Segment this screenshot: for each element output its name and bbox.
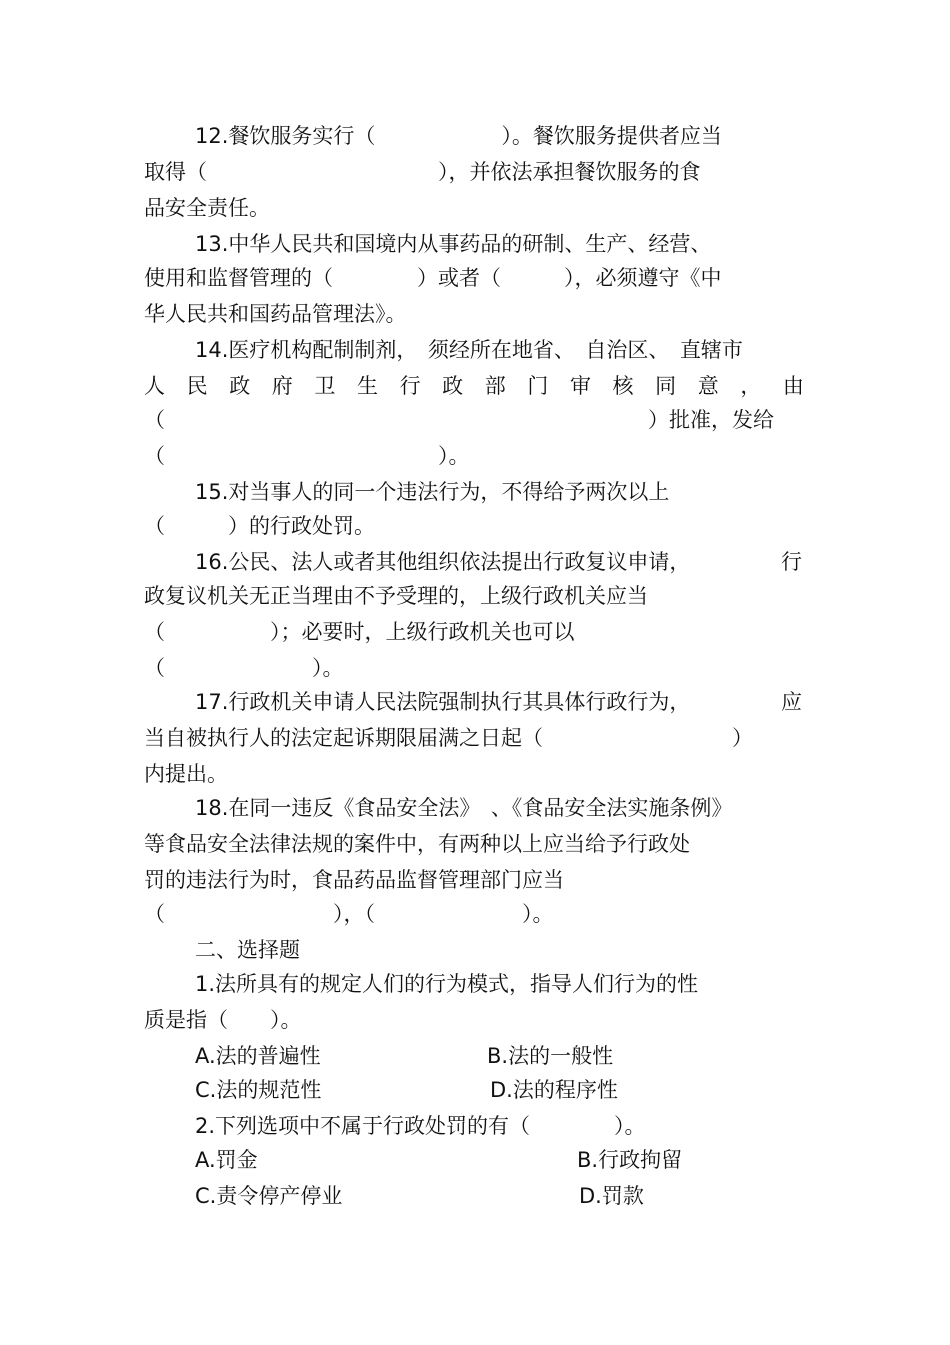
q14-line-2-char: 部 — [484, 374, 506, 398]
q17-line-3: 内提出。 — [144, 762, 228, 786]
q18-line-4: （ ），（ ）。 — [144, 902, 554, 926]
q13-line-1: 13.中华人民共和国境内从事药品的研制、生产、经营、 — [195, 232, 712, 256]
q14-line-2-char: 行 — [399, 374, 421, 398]
q14-line-3: （ ）批准，发给 — [144, 408, 774, 432]
c2-option-c: C.责令停产停业 — [195, 1184, 343, 1208]
c2-line-1: 2.下列选项中不属于行政处罚的有（ ）。 — [195, 1114, 646, 1138]
q14-line-2-char: 由 — [782, 374, 804, 398]
q16-line-3: （ ）；必要时，上级行政机关也可以 — [144, 620, 575, 644]
q16-line-4: （ ）。 — [144, 656, 344, 680]
q14-line-2-char: 府 — [271, 374, 293, 398]
c1-line-2: 质是指（ ）。 — [144, 1008, 302, 1032]
q15-line-2: （ ）的行政处罚。 — [144, 514, 375, 538]
q14-line-2-char: 政 — [229, 374, 251, 398]
q17-line-1: 17.行政机关申请人民法院强制执行其具体行政行为， — [195, 690, 691, 714]
q14-line-2-char: 人 — [144, 374, 165, 398]
c1-option-a: A.法的普遍性 — [195, 1044, 321, 1068]
q13-line-2: 使用和监督管理的（ ）或者（ ），必须遵守《中 — [144, 266, 722, 290]
q13-line-3: 华人民共和国药品管理法》。 — [144, 302, 407, 326]
q14-line-2-char: 政 — [442, 374, 464, 398]
q16-line-2: 政复议机关无正当理由不予受理的，上级行政机关应当 — [144, 584, 648, 608]
q14-line-2-char: 民 — [186, 374, 208, 398]
q12-line-2: 取得（ ），并依法承担餐饮服务的食 — [144, 160, 701, 184]
q18-line-3: 罚的违法行为时，食品药品监督管理部门应当 — [144, 868, 564, 892]
q14-line-2 — [144, 372, 804, 400]
q14-line-4: （ ）。 — [144, 444, 470, 468]
q17-line-2: 当自被执行人的法定起诉期限届满之日起（ ） — [144, 726, 753, 750]
q14-line-2-char: 生 — [356, 374, 378, 398]
q18-line-1: 18.在同一违反《食品安全法》 、《食品安全法实施条例》 — [195, 796, 733, 820]
c1-option-b: B.法的一般性 — [487, 1044, 614, 1068]
c1-option-c: C.法的规范性 — [195, 1078, 322, 1102]
q14-line-2-char: 门 — [527, 374, 549, 398]
c1-line-1: 1.法所具有的规定人们的行为模式，指导人们行为的性 — [195, 972, 699, 996]
q18-line-2: 等食品安全法律法规的案件中，有两种以上应当给予行政处 — [144, 832, 690, 856]
q14-line-1: 14.医疗机构配制制剂， 须经所在地省、 自治区、 直辖市 — [195, 338, 743, 362]
q12-line-1: 12.餐饮服务实行（ ）。餐饮服务提供者应当 — [195, 124, 722, 148]
c2-option-b: B.行政拘留 — [577, 1148, 683, 1172]
c2-option-a: A.罚金 — [195, 1148, 258, 1172]
q14-line-2-char: ， — [740, 374, 762, 398]
q14-line-2-char: 审 — [569, 374, 591, 398]
c2-option-d: D.罚款 — [579, 1184, 644, 1208]
q14-line-2-char: 卫 — [314, 374, 336, 398]
q16-line-1-end: 行 — [781, 550, 802, 574]
c1-option-d: D.法的程序性 — [490, 1078, 618, 1102]
q15-line-1: 15.对当事人的同一个违法行为，不得给予两次以上 — [195, 480, 670, 504]
q17-line-1-end: 应 — [781, 690, 802, 714]
section-heading: 二、选择题 — [195, 938, 300, 962]
q14-line-2-char: 核 — [612, 374, 634, 398]
q16-line-1: 16.公民、法人或者其他组织依法提出行政复议申请， — [195, 550, 691, 574]
q14-line-2-char: 意 — [697, 374, 719, 398]
q14-line-2-char: 同 — [655, 374, 677, 398]
q12-line-3: 品安全责任。 — [144, 196, 270, 220]
